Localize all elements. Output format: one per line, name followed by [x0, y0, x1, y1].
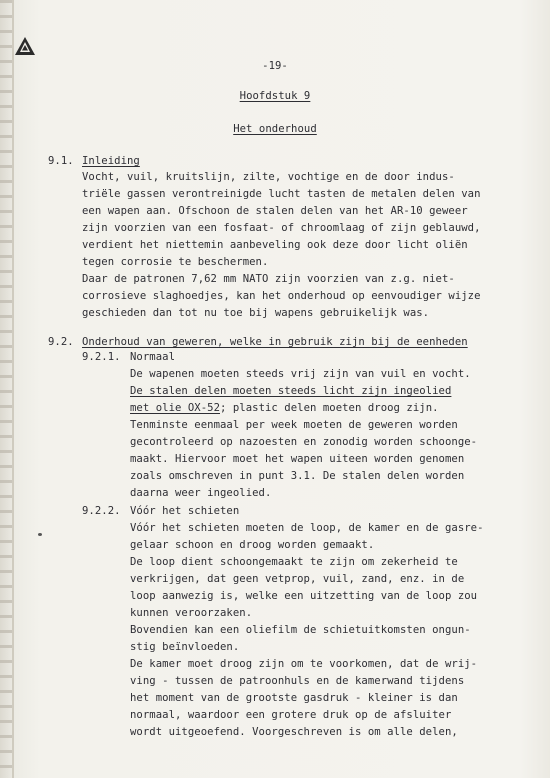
paragraph-line: daarna weer ingeolied.	[130, 487, 272, 499]
paragraph-line: triële gassen verontreinigde lucht tasten de metalen delen van	[82, 188, 481, 200]
paragraph-line: corrosieve slaghoedjes, kan het onderhoud op eenvoudiger wijze	[82, 290, 481, 302]
paragraph-line: stig beïnvloeden.	[130, 641, 240, 653]
subsection-number: 9.2.1.	[82, 351, 121, 363]
underlined-oil-spec: met olie OX-52	[130, 402, 220, 414]
subsection-heading: Vóór het schieten	[130, 505, 240, 517]
paragraph-line: Daar de patronen 7,62 mm NATO zijn voorzien van z.g. niet-	[82, 273, 455, 285]
paragraph-line: ving - tussen de patroonhuls en de kamerwand tijdens	[130, 675, 465, 687]
chapter-title: Het onderhoud	[233, 123, 317, 135]
paragraph-line: loop aanwezig is, welke een uitzetting van de loop zou	[130, 590, 478, 602]
subsection-number: 9.2.2.	[82, 505, 121, 517]
chapter-heading: Hoofdstuk 9	[239, 90, 311, 102]
paragraph-line: gecontroleerd op nazoesten en zonodig worden schoonge-	[130, 436, 478, 448]
paragraph-line: Tenminste eenmaal per week moeten de geweren worden	[130, 419, 458, 431]
paragraph-line: kunnen veroorzaken.	[130, 607, 253, 619]
paragraph-line: geschieden dan tot nu toe bij wapens gebruikelijk was.	[82, 307, 430, 319]
paragraph-line: het moment van de grootste gasdruk - kleiner is dan	[130, 692, 458, 704]
binding-holes	[0, 0, 12, 778]
paragraph-line: Bovendien kan een oliefilm de schietuitkomsten ongun-	[130, 624, 471, 636]
paragraph-line: De kamer moet droog zijn om te voorkomen, dat de wrij-	[130, 658, 478, 670]
paragraph-line: tegen corrosie te beschermen.	[82, 256, 269, 268]
paragraph-line: wordt uitgeoefend. Voorgeschreven is om alle delen,	[130, 726, 458, 738]
section-number: 9.1.	[48, 155, 74, 167]
paragraph-line: een wapen aan. Ofschoon de stalen delen van het AR-10 geweer	[82, 205, 468, 217]
triangle-logo-icon	[14, 36, 36, 56]
paragraph-line: zijn voorzien van een fosfaat- of chroomlaag of zijn geblauwd,	[82, 222, 481, 234]
underlined-paragraph-line: De stalen delen moeten steeds licht zijn ingeolied	[130, 385, 452, 397]
section-heading: Onderhoud van geweren, welke in gebruik zijn bij de eenheden	[82, 336, 468, 348]
paragraph-line: zoals omschreven in punt 3.1. De stalen delen worden	[130, 470, 465, 482]
paragraph-line: normaal, waardoor een grotere druk op de afsluiter	[130, 709, 452, 721]
paragraph-line: De loop dient schoongemaakt te zijn om zekerheid te	[130, 556, 458, 568]
paragraph-line: Vóór het schieten moeten de loop, de kamer en de gasre-	[130, 522, 484, 534]
section-heading: Inleiding	[82, 155, 140, 167]
ink-speck	[38, 533, 42, 536]
paragraph-line: maakt. Hiervoor moet het wapen uiteen worden genomen	[130, 453, 465, 465]
paragraph-line: verdient het niettemin aanbeveling ook deze door licht oliën	[82, 239, 468, 251]
subsection-heading: Normaal	[130, 351, 175, 363]
paragraph-line: De wapenen moeten steeds vrij zijn van vuil en vocht.	[130, 368, 471, 380]
paragraph-line: Vocht, vuil, kruitslijn, zilte, vochtige en de door indus-	[82, 171, 455, 183]
section-number: 9.2.	[48, 336, 74, 348]
binding-edge	[12, 0, 14, 778]
paragraph-line	[130, 401, 439, 415]
paragraph-line: gelaar schoon en droog worden gemaakt.	[130, 539, 375, 551]
page-number: -19-	[262, 60, 288, 72]
paragraph-line: verkrijgen, dat geen vetprop, vuil, zand, enz. in de	[130, 573, 465, 585]
paragraph-line-rest: ; plastic delen moeten droog zijn.	[220, 402, 439, 414]
